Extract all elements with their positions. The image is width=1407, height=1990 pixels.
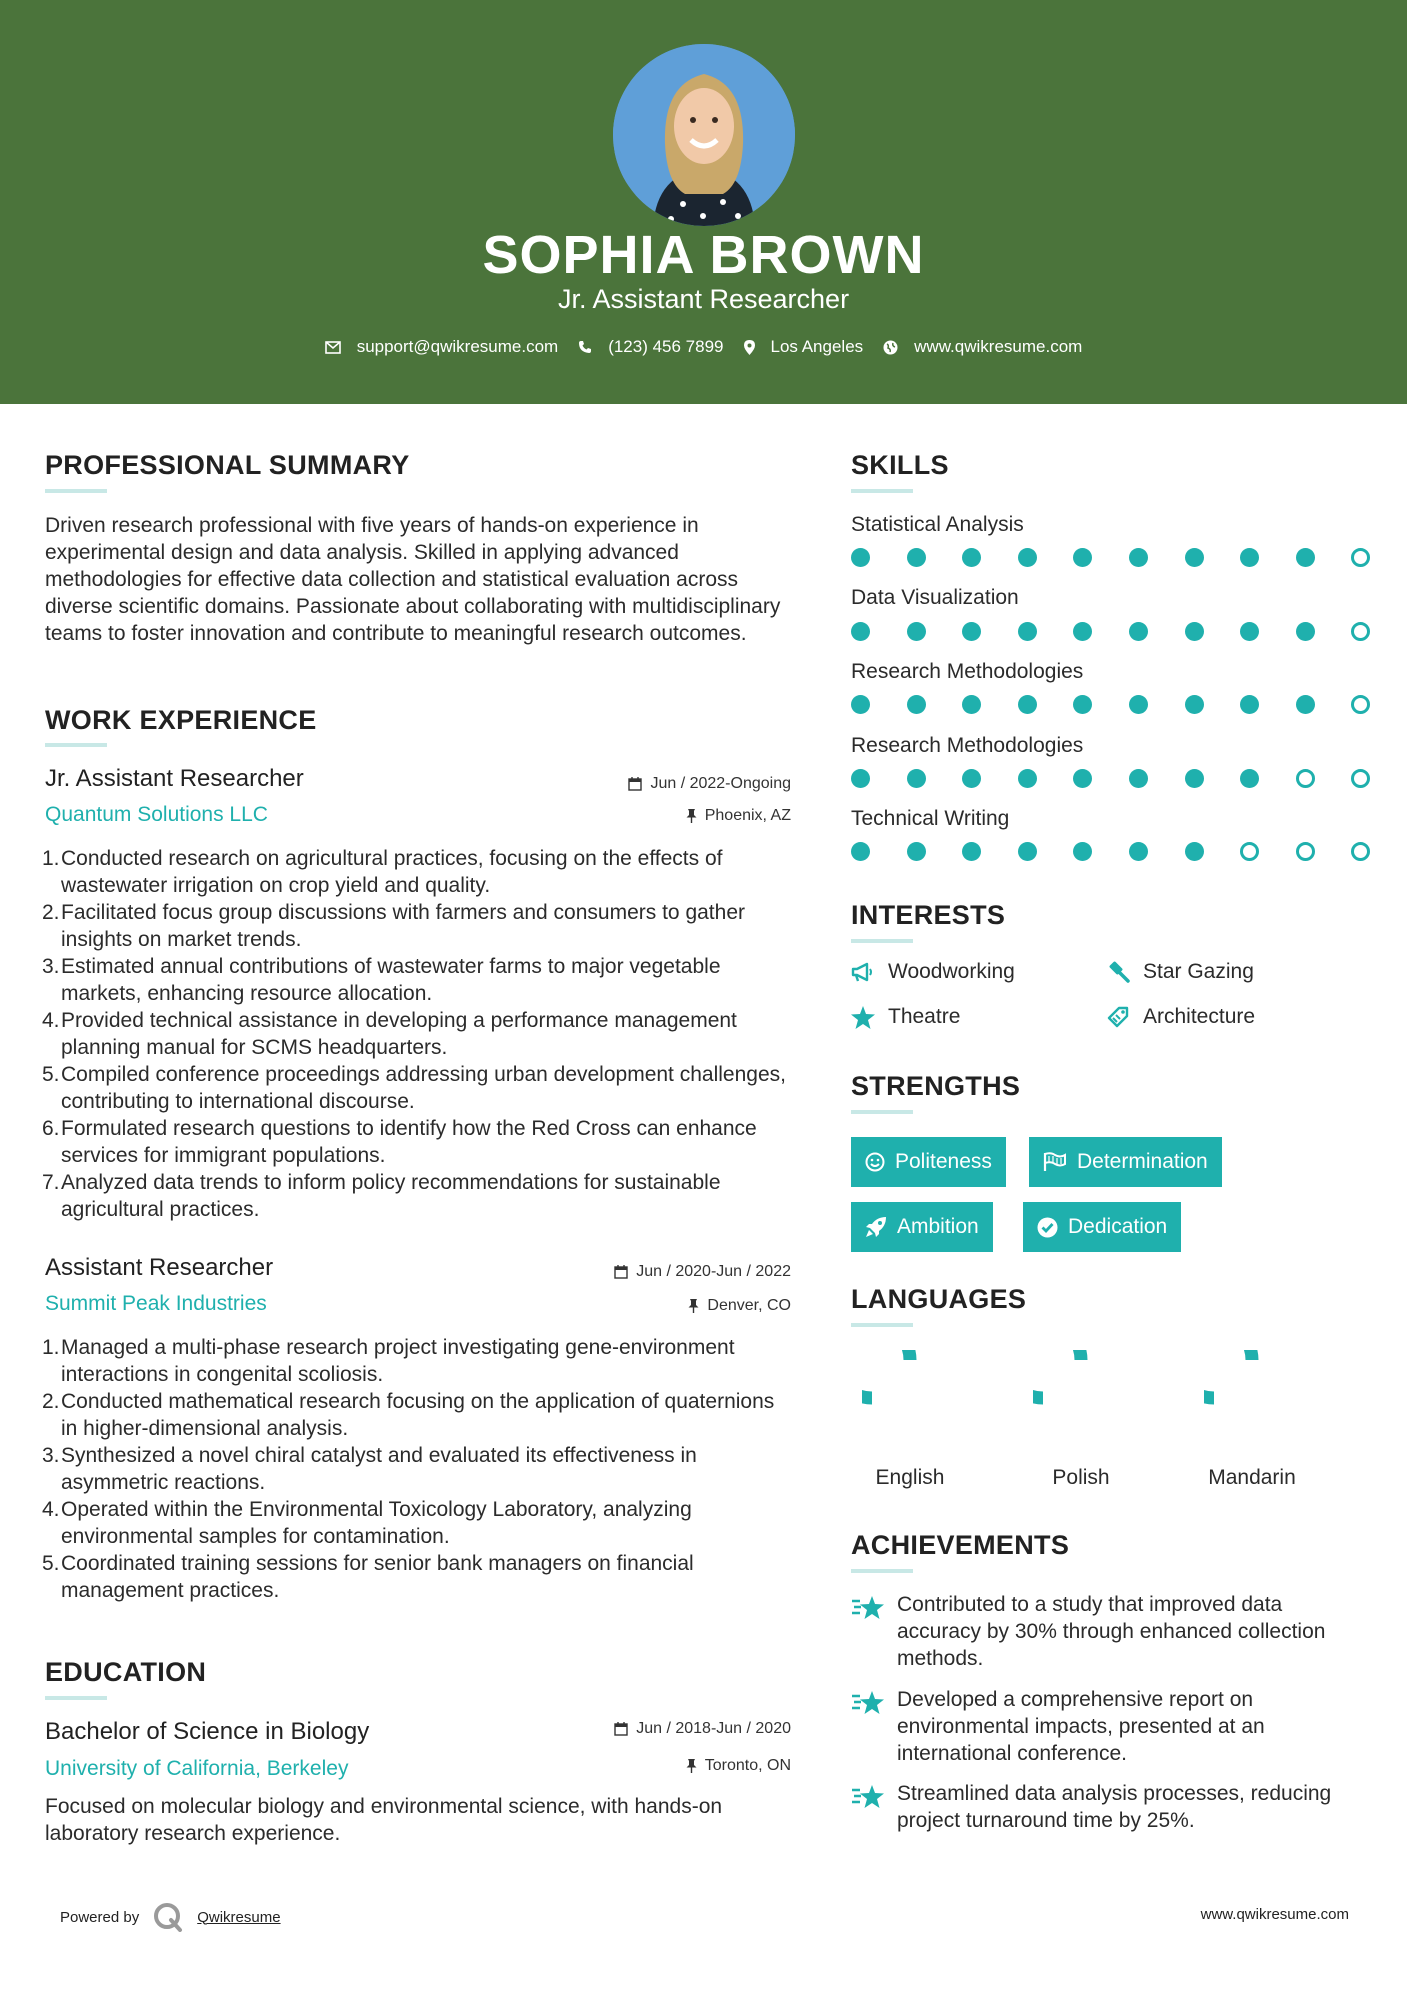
list-item: 3. Synthesized a novel chiral catalyst and evaluated its effectiveness in asymmetric reactions. [42, 1444, 697, 1494]
resume-header [0, 0, 1407, 404]
list-item: 7. Analyzed data trends to inform policy recommendations for sustainable agricultural practices. [42, 1171, 721, 1221]
strength-badge: Determination [1029, 1137, 1222, 1187]
achievements-heading: ACHIEVEMENTS [851, 1530, 1070, 1560]
contact-location [744, 337, 864, 357]
language-level-arc [1033, 1350, 1081, 1398]
list-item: 2. Facilitated focus group discussions with farmers and consumers to gather insights on market trends. [42, 901, 745, 951]
language-level-ring [862, 1350, 958, 1446]
rating-dot-filled [962, 622, 981, 641]
rating-dot-filled [1296, 548, 1315, 567]
language-item: English [850, 1350, 970, 1490]
language-level-arc [1204, 1350, 1252, 1398]
interests-heading: INTERESTS [851, 900, 1006, 930]
rating-dot-filled [962, 842, 981, 861]
job-1-role: Jr. Assistant Researcher [45, 765, 304, 792]
summary-heading: PROFESSIONAL SUMMARY [45, 450, 410, 480]
job-2-bullets [42, 1334, 794, 1604]
language-level-ring [1033, 1350, 1129, 1446]
list-item: 2. Conducted mathematical research focusing on the application of quaternions in higher-dimensional analysis. [42, 1390, 775, 1440]
rating-dot-empty [1351, 842, 1370, 861]
rating-dot-filled [1129, 695, 1148, 714]
smile-icon [865, 1152, 885, 1172]
strengths-heading: STRENGTHS [851, 1071, 1021, 1101]
rating-dot-filled [1185, 769, 1204, 788]
check-circle-icon [1037, 1217, 1058, 1238]
profile-photo [613, 44, 795, 226]
rating-dot-filled [851, 769, 870, 788]
contact-bar [0, 337, 1407, 357]
interest-item: Woodworking [851, 960, 1015, 984]
job-2-date: Jun / 2020-Jun / 2022 [540, 1263, 791, 1281]
calendar-icon [614, 1265, 628, 1279]
skill-name: Research Methodologies [851, 660, 1084, 683]
experience-heading: WORK EXPERIENCE [45, 705, 317, 735]
phone-icon [578, 340, 592, 354]
map-pin-icon [744, 340, 755, 355]
language-item: Polish [1021, 1350, 1141, 1490]
rating-dot-filled [1073, 695, 1092, 714]
qwikresume-logo-icon [153, 1902, 183, 1932]
tag-icon [1106, 1005, 1130, 1029]
skill-rating [851, 769, 1369, 789]
rating-dot-filled [962, 695, 981, 714]
rating-dot-filled [962, 769, 981, 788]
footer-powered-by [60, 1902, 281, 1932]
skill-rating [851, 842, 1369, 862]
job-2-role: Assistant Researcher [45, 1254, 274, 1281]
skills-underline [851, 489, 913, 493]
rating-dot-filled [1018, 695, 1037, 714]
achievement-item: Developed a comprehensive report on environmental impacts, presented at an international conference. [851, 1686, 1361, 1767]
job-1-location: Phoenix, AZ [540, 807, 791, 825]
rating-dot-filled [1018, 548, 1037, 567]
summary-text: Driven research professional with five years of hands-on experience in experimental design and data analysis. Skilled in applying advanced methodologies for effective data collection and statistical evaluation across diverse scientific domains. Passionate about collaborating with multidisciplinary teams to foster innovation and contribute to meaningful research outcomes. [45, 514, 781, 645]
job-2-location: Denver, CO [540, 1297, 791, 1315]
rating-dot-filled [1129, 769, 1148, 788]
rating-dot-filled [907, 622, 926, 641]
rating-dot-filled [1018, 769, 1037, 788]
globe-icon [883, 340, 898, 355]
pushpin-icon [688, 1299, 699, 1313]
languages-underline [851, 1323, 913, 1327]
education-underline [45, 1696, 107, 1700]
rating-dot-filled [907, 769, 926, 788]
rating-dot-filled [1129, 548, 1148, 567]
strength-badge: Ambition [851, 1202, 993, 1252]
list-item: 4. Provided technical assistance in developing a performance management planning manual for SCMS headquarters. [42, 1009, 737, 1059]
rating-dot-filled [1240, 548, 1259, 567]
rating-dot-empty [1351, 769, 1370, 788]
megaphone-icon [851, 962, 875, 982]
rating-dot-filled [907, 842, 926, 861]
location-text: Los Angeles [770, 337, 864, 356]
list-item: 1. Conducted research on agricultural practices, focusing on the effects of wastewater irrigation on crop yield and quality. [42, 847, 723, 897]
rating-dot-filled [1018, 622, 1037, 641]
rating-dot-empty [1296, 769, 1315, 788]
job-1-company: Quantum Solutions LLC [45, 803, 268, 826]
rating-dot-filled [1240, 622, 1259, 641]
candidate-name: SOPHIA BROWN [482, 225, 925, 285]
strengths-underline [851, 1110, 913, 1114]
list-item: 5. Coordinated training sessions for senior bank managers on financial management practices. [42, 1552, 694, 1602]
contact-email[interactable] [325, 337, 559, 357]
rating-dot-filled [1073, 548, 1092, 567]
rating-dot-empty [1296, 842, 1315, 861]
skills-heading: SKILLS [851, 450, 949, 480]
language-item: Mandarin [1192, 1350, 1312, 1490]
website-text: www.qwikresume.com [914, 337, 1083, 356]
rating-dot-empty [1240, 842, 1259, 861]
contact-website[interactable] [883, 337, 1082, 357]
envelope-icon [325, 341, 341, 354]
skill-name: Research Methodologies [851, 734, 1084, 757]
rating-dot-filled [1296, 695, 1315, 714]
education-school: University of California, Berkeley [45, 1757, 349, 1780]
shooting-star-icon [851, 1593, 885, 1621]
achievements-underline [851, 1569, 913, 1573]
achievement-item: Streamlined data analysis processes, reducing project turnaround time by 25%. [851, 1780, 1361, 1834]
pushpin-icon [686, 1759, 697, 1773]
list-item: 4. Operated within the Environmental Toxicology Laboratory, analyzing environmental samples for contamination. [42, 1498, 692, 1548]
list-item: 3. Estimated annual contributions of wastewater farms to major vegetable markets, enhancing resource allocation. [42, 955, 721, 1005]
job-1-date: Jun / 2022-Ongoing [540, 775, 791, 793]
rating-dot-filled [1296, 622, 1315, 641]
rating-dot-filled [851, 695, 870, 714]
language-level-ring [1204, 1350, 1300, 1446]
rating-dot-filled [851, 622, 870, 641]
interest-item: Theatre [851, 1005, 960, 1029]
rating-dot-filled [851, 842, 870, 861]
rating-dot-filled [1185, 622, 1204, 641]
strength-badge: Politeness [851, 1137, 1006, 1187]
rating-dot-filled [962, 548, 981, 567]
education-date: Jun / 2018-Jun / 2020 [540, 1720, 791, 1738]
experience-underline [45, 743, 107, 747]
education-description: Focused on molecular biology and environmental science, with hands-on laboratory research experience. [45, 1795, 723, 1845]
list-item: 1. Managed a multi-phase research project investigating gene-environment interactions in congenital scoliosis. [42, 1336, 735, 1386]
rating-dot-filled [1129, 842, 1148, 861]
rating-dot-filled [1185, 842, 1204, 861]
strength-badge: Dedication [1023, 1202, 1181, 1252]
flag-icon [1043, 1152, 1067, 1172]
qwikresume-link[interactable]: Qwikresume [197, 1908, 281, 1926]
powered-by-label: Powered by [60, 1908, 140, 1926]
rating-dot-empty [1351, 695, 1370, 714]
rating-dot-filled [851, 548, 870, 567]
languages-heading: LANGUAGES [851, 1284, 1027, 1314]
rating-dot-filled [1185, 548, 1204, 567]
rating-dot-filled [1185, 695, 1204, 714]
education-heading: EDUCATION [45, 1657, 207, 1687]
skill-name: Data Visualization [851, 586, 1019, 609]
job-1-bullets [42, 845, 794, 1223]
achievement-item: Contributed to a study that improved data accuracy by 30% through enhanced collection methods. [851, 1591, 1361, 1672]
candidate-title: Jr. Assistant Researcher [557, 284, 850, 314]
rating-dot-filled [907, 548, 926, 567]
skill-rating [851, 695, 1369, 715]
calendar-icon [628, 777, 642, 791]
shooting-star-icon [851, 1782, 885, 1810]
star-icon [851, 1006, 875, 1029]
email-text: support@qwikresume.com [356, 337, 559, 356]
phone-text: (123) 456 7899 [608, 337, 724, 356]
summary-underline [45, 489, 107, 493]
pushpin-icon [686, 809, 697, 823]
calendar-icon [614, 1722, 628, 1736]
skill-name: Statistical Analysis [851, 513, 1024, 536]
rating-dot-filled [1240, 769, 1259, 788]
list-item: 5. Compiled conference proceedings addressing urban development challenges, contributing to international discourse. [42, 1063, 786, 1113]
rating-dot-filled [1073, 769, 1092, 788]
education-location: Toronto, ON [540, 1757, 791, 1775]
job-2-company: Summit Peak Industries [45, 1292, 267, 1315]
language-level-arc [862, 1350, 910, 1398]
skill-rating [851, 622, 1369, 642]
rocket-icon [865, 1216, 887, 1238]
interest-item: Star Gazing [1106, 960, 1254, 984]
footer-website[interactable]: www.qwikresume.com [1200, 1906, 1349, 1923]
interests-underline [851, 939, 913, 943]
contact-phone[interactable] [578, 337, 723, 357]
interest-item: Architecture [1106, 1005, 1255, 1029]
skill-rating [851, 548, 1369, 568]
rating-dot-empty [1351, 548, 1370, 567]
shooting-star-icon [851, 1688, 885, 1716]
gavel-icon [1106, 960, 1130, 984]
rating-dot-empty [1351, 622, 1370, 641]
rating-dot-filled [1240, 695, 1259, 714]
rating-dot-filled [1073, 842, 1092, 861]
rating-dot-filled [907, 695, 926, 714]
rating-dot-filled [1129, 622, 1148, 641]
skill-name: Technical Writing [851, 807, 1010, 830]
education-degree: Bachelor of Science in Biology [45, 1718, 370, 1745]
list-item: 6. Formulated research questions to identify how the Red Cross can enhance services for immigrant populations. [42, 1117, 757, 1167]
rating-dot-filled [1073, 622, 1092, 641]
rating-dot-filled [1018, 842, 1037, 861]
